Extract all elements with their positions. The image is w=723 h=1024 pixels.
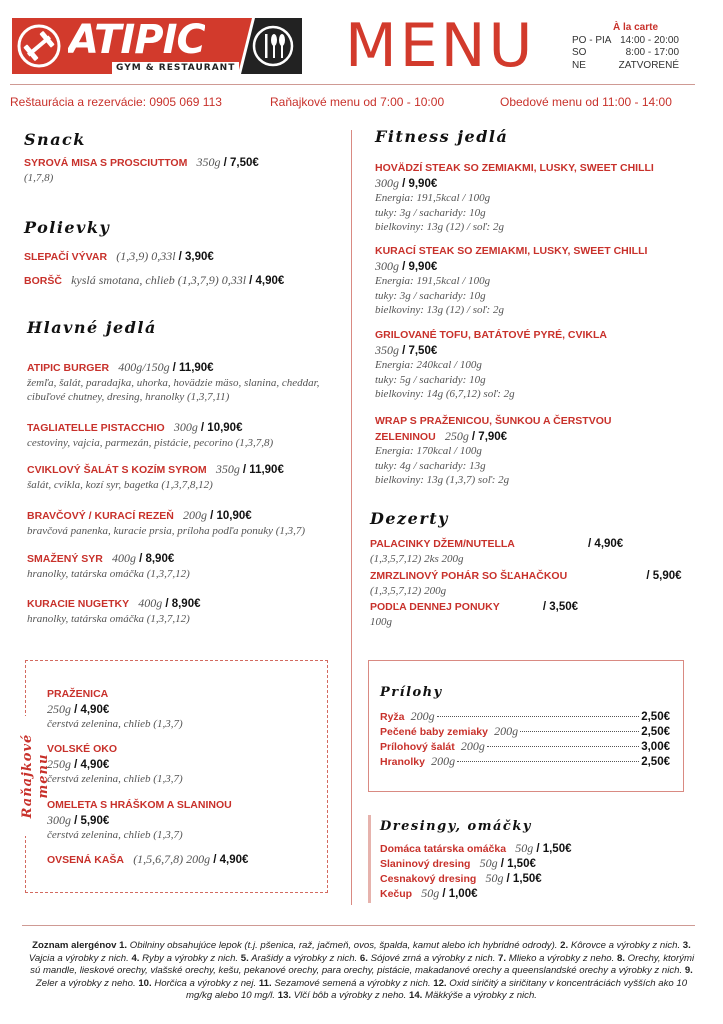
- item-weight: 50g: [479, 856, 498, 870]
- fitness-item: [375, 328, 607, 402]
- item-description: čerstvá zelenina, chlieb (1,3,7): [47, 829, 183, 841]
- item-weight: 250g: [444, 428, 469, 443]
- allergen-number: 8.: [616, 952, 625, 964]
- item-name: Prílohový šalát: [380, 741, 455, 753]
- mains-item: [27, 551, 190, 581]
- side-item: [380, 739, 670, 755]
- item-weight: kyslá smotana, chlieb (1,3,7,9) 0,33l: [71, 273, 247, 287]
- item-price: / 1,50€: [500, 858, 536, 870]
- item-weight: 300g: [375, 258, 399, 273]
- side-item: [380, 754, 670, 770]
- item-description: (1,3,5,7,12) 200g: [370, 584, 447, 597]
- side-item: [380, 709, 670, 725]
- desserts-item: [370, 569, 682, 598]
- allergen-text: Mlieko a výrobky z neho.: [508, 952, 615, 964]
- hours-day: PO - PIA: [572, 34, 612, 46]
- item-name: Pečené baby zemiaky: [380, 726, 488, 738]
- item-weight: 400g/150g: [118, 360, 170, 374]
- item-price: 3,00€: [641, 741, 670, 753]
- page-title: MENU: [345, 11, 536, 81]
- item-price: / 4,90€: [74, 703, 110, 716]
- allergen-text: Vajcia a výrobky z nich.: [28, 952, 129, 964]
- allergen-text: Oxid siričitý a siričitany v koncentráciách vyšších ako 10 mg/kg alebo 10 mg/l.: [186, 977, 688, 1001]
- item-description: Energia: 240kcal / 100g: [375, 359, 482, 371]
- side-item: [380, 724, 670, 740]
- opening-hours: [572, 22, 679, 72]
- breakfast-label: Raňajkové menu: [20, 716, 36, 836]
- mains-item: [27, 462, 284, 492]
- mains-item: [27, 360, 319, 405]
- item-weight: 300g: [375, 175, 399, 190]
- item-weight: 50g: [515, 841, 534, 855]
- item-price: / 4,90€: [213, 854, 249, 866]
- hours-time: ZATVORENÉ: [618, 59, 679, 71]
- breakfast-item: [47, 798, 232, 843]
- item-description: tuky: 5g / sacharidy: 10g: [375, 373, 486, 386]
- mains-item: [27, 420, 273, 450]
- allergen-number: 5.: [240, 952, 249, 964]
- allergen-number: 13.: [277, 990, 292, 1001]
- item-name: Ryža: [380, 711, 405, 723]
- item-name: KURACÍ STEAK SO ZEMIAKMI, LUSKY, SWEET CHILLI: [375, 245, 648, 257]
- allergen-text: Obilniny obsahujúce lepok (t.j. pšenica, raž, jačmeň, ovos, špalda, kamut alebo ich hybridné odrody).: [129, 940, 558, 951]
- item-price: 2,50€: [641, 726, 670, 738]
- item-weight: 350g: [215, 462, 240, 476]
- soups-item: [24, 249, 214, 265]
- item-price: / 3,90€: [178, 251, 214, 263]
- item-price: / 4,90€: [74, 758, 110, 771]
- item-description: bielkoviny: 13g (12) / soľ: 2g: [375, 221, 504, 233]
- desserts-item: [370, 600, 578, 629]
- item-name: HOVÄDZÍ STEAK SO ZEMIAKMI, LUSKY, SWEET CHILLI: [375, 162, 654, 174]
- allergen-text: Zeler a výrobky z neho.: [35, 977, 136, 989]
- item-description: bielkoviny: 13g (12) / soľ: 2g: [375, 304, 504, 316]
- item-price: / 3,50€: [542, 601, 579, 613]
- item-description: žemľa, šalát, paradajka, uhorka, hovädzie mäso, slanina, cheddar,: [27, 376, 320, 389]
- item-weight: 250g: [47, 701, 71, 716]
- allergen-text: Arašidy a výrobky z nich.: [251, 952, 358, 964]
- item-price: / 8,90€: [139, 553, 175, 565]
- item-description: hranolky, tatárska omáčka (1,3,7,12): [27, 567, 190, 580]
- item-price: / 7,90€: [471, 430, 508, 443]
- item-description: Energia: 191,5kcal / 100g: [375, 275, 491, 287]
- heading-mains: Hlavné jedlá: [27, 318, 157, 337]
- logo: [12, 18, 302, 74]
- fitness-item: [375, 244, 647, 318]
- item-price: / 1,50€: [536, 843, 572, 855]
- allergen-text: Kôrovce a výrobky z nich.: [570, 940, 681, 951]
- item-name: CVIKLOVÝ ŠALÁT S KOZÍM SYROM: [27, 464, 207, 476]
- item-weight: 250g: [47, 756, 71, 771]
- item-price: / 4,90€: [588, 538, 624, 550]
- desserts-item: [370, 537, 623, 566]
- item-weight: 300g: [173, 420, 198, 434]
- item-name: OVSENÁ KAŠA: [47, 854, 125, 866]
- item-name: SLEPAČÍ VÝVAR: [24, 251, 108, 263]
- hours-day: NE: [572, 59, 586, 71]
- allergen-text: Sezamové semená a výrobky z nich.: [274, 977, 431, 989]
- breakfast-item: [47, 687, 183, 732]
- item-description: cibuľové chutney, dresing, hranolky (1,3,7,11): [27, 391, 230, 403]
- heading-soups: Polievky: [24, 218, 111, 237]
- heading-sides: Prílohy: [380, 685, 443, 700]
- allergen-number: 9.: [684, 965, 693, 976]
- hours-title: À la carte: [612, 22, 659, 33]
- mains-item: [27, 596, 201, 626]
- hours-day: SO: [572, 47, 587, 58]
- heading-dressings: Dresingy, omáčky: [380, 819, 532, 834]
- item-name: GRILOVANÉ TOFU, BATÁTOVÉ PYRÉ, CVIKLA: [375, 329, 607, 341]
- item-name: Slaninový dresing: [380, 858, 471, 870]
- item-price: / 11,90€: [172, 362, 214, 374]
- item-description: Energia: 170kcal / 100g: [375, 445, 482, 457]
- hours-time: 14:00 - 20:00: [620, 34, 679, 46]
- item-price: 2,50€: [641, 711, 670, 723]
- dot-leader: [520, 731, 639, 732]
- item-description: tuky: 4g / sacharidy: 13g: [375, 459, 486, 472]
- item-description: šalát, cvikla, kozí syr, bagetka (1,3,7,8,12): [27, 478, 213, 491]
- item-price: / 1,50€: [506, 873, 542, 885]
- item-name: VOLSKÉ OKO: [47, 743, 118, 755]
- hours-row: [572, 47, 679, 60]
- breakfast-item: [47, 852, 248, 868]
- dot-leader: [437, 716, 640, 717]
- allergen-title: Zoznam alergénov: [32, 940, 117, 951]
- item-name: OMELETA S HRÁŠKOM A SLANINOU: [47, 799, 232, 811]
- allergen-text: Vlčí bôb a výrobky z neho.: [293, 990, 407, 1001]
- divider: [22, 925, 695, 926]
- allergen-list: [28, 940, 695, 1003]
- item-description: tuky: 3g / sacharidy: 10g: [375, 289, 486, 302]
- divider: [10, 84, 695, 85]
- item-price: / 5,90€: [74, 814, 110, 827]
- item-description: čerstvá zelenina, chlieb (1,3,7): [47, 718, 183, 730]
- allergen-number: 3.: [682, 940, 691, 951]
- item-description: (1,3,5,7,12) 2ks 200g: [370, 552, 464, 565]
- item-name: PRAŽENICA: [47, 688, 109, 700]
- item-price: / 7,50€: [223, 157, 259, 169]
- allergen-number: 12.: [433, 977, 447, 989]
- item-description: cestoviny, vajcia, parmezán, pistácie, pecorino (1,3,7,8): [27, 436, 274, 449]
- item-name: PODĽA DENNEJ PONUKY: [370, 601, 500, 613]
- mains-item: [27, 508, 305, 538]
- item-weight: 400g: [138, 596, 163, 610]
- item-price: / 9,90€: [402, 177, 438, 190]
- item-price: / 10,90€: [210, 510, 252, 522]
- breakfast-hours: Raňajkové menu od 7:00 - 10:00: [270, 95, 445, 109]
- heading-fitness: Fitness jedlá: [375, 127, 509, 146]
- item-description: Energia: 191,5kcal / 100g: [375, 192, 491, 204]
- reservation-info: Reštaurácia a rezervácie: 0905 069 113: [10, 95, 222, 109]
- item-name: BORŠČ: [24, 275, 62, 287]
- item-description: hranolky, tatárska omáčka (1,3,7,12): [27, 612, 190, 625]
- hours-row: [572, 60, 679, 73]
- item-weight: 350g: [375, 342, 399, 357]
- allergen-number: 6.: [359, 952, 368, 964]
- dressing-item: [380, 841, 571, 857]
- allergen-text: Horčica a výrobky z nej.: [154, 977, 257, 989]
- item-description: tuky: 3g / sacharidy: 10g: [375, 206, 486, 219]
- allergen-items: [29, 940, 694, 1001]
- item-name: SMAŽENÝ SYR: [27, 553, 103, 565]
- snack-item: [24, 155, 259, 185]
- item-weight: 200g: [494, 724, 519, 738]
- fitness-item: [375, 414, 675, 488]
- item-name: Domáca tatárska omáčka: [380, 843, 507, 855]
- fitness-item: [375, 161, 654, 235]
- allergen-text: Sójové zrná a výrobky z nich.: [370, 952, 496, 964]
- item-weight: (1,5,6,7,8) 200g: [133, 852, 211, 866]
- item-weight: 400g: [112, 551, 137, 565]
- item-price: 2,50€: [641, 756, 670, 768]
- item-name: PALACINKY DŽEM/NUTELLA: [370, 538, 515, 550]
- item-price: / 10,90€: [200, 422, 243, 434]
- soups-item: [24, 273, 284, 289]
- item-name: Kečup: [380, 888, 413, 900]
- item-description: (1,7,8): [24, 171, 54, 184]
- allergen-number: 1.: [119, 940, 128, 951]
- allergen-number: 7.: [498, 952, 507, 964]
- allergen-number: 11.: [258, 977, 272, 989]
- item-weight: 50g: [421, 886, 440, 900]
- lunch-hours: Obedové menu od 11:00 - 14:00: [500, 95, 672, 109]
- item-price: / 9,90€: [402, 260, 438, 273]
- dot-leader: [487, 746, 639, 747]
- hours-rows: [572, 35, 679, 73]
- item-description: čerstvá zelenina, chlieb (1,3,7): [47, 773, 183, 785]
- item-weight: (1,3,9) 0,33l: [116, 249, 176, 263]
- item-price: / 8,90€: [165, 598, 201, 610]
- logo-wordmark: ATIPIC: [68, 18, 205, 62]
- allergen-number: 4.: [131, 952, 140, 964]
- item-name: ZMRZLINOVÝ POHÁR SO ŠĽAHAČKOU: [370, 570, 568, 582]
- allergen-number: 10.: [138, 977, 152, 989]
- allergen-text: Mäkkýše a výrobky z nich.: [425, 990, 537, 1001]
- item-weight: 50g: [485, 871, 504, 885]
- item-name: TAGLIATELLE PISTACCHIO: [27, 422, 165, 434]
- allergen-text: Orechy, ktorými sú mandle, lieskové orechy, vlašské orechy, kešu, pekanové orechy, para orechy, pistácie, makadanové orechy a queenslandské orechy a výrobky z nich.: [30, 952, 695, 976]
- item-name: Hranolky: [380, 756, 425, 768]
- allergen-number: 14.: [408, 990, 423, 1001]
- hours-row: [572, 35, 679, 48]
- item-name: Cesnakový dresing: [380, 873, 477, 885]
- item-name: BRAVČOVÝ / KURACÍ REZEŇ: [27, 510, 174, 522]
- dot-leader: [457, 761, 639, 762]
- dressing-item: [380, 871, 542, 887]
- dressings-bar: [368, 815, 371, 903]
- item-description: bielkoviny: 14g (6,7,12) soľ: 2g: [375, 388, 515, 400]
- item-description: bravčová panenka, kuracie prsia, príloha podľa ponuky (1,3,7): [27, 524, 306, 537]
- item-price: / 7,50€: [402, 344, 438, 357]
- item-price: / 11,90€: [242, 464, 284, 476]
- breakfast-item: [47, 742, 183, 787]
- item-price: / 5,90€: [646, 570, 682, 582]
- allergen-text: Ryby a výrobky z nich.: [142, 952, 239, 964]
- item-weight: 200g: [431, 754, 456, 768]
- item-name: ATIPIC BURGER: [27, 362, 110, 374]
- item-name: SYROVÁ MISA S PROSCIUTTOM: [24, 157, 188, 169]
- item-price: / 1,00€: [442, 888, 478, 900]
- heading-snack: Snack: [24, 130, 86, 149]
- item-price: / 4,90€: [249, 275, 285, 287]
- item-description: 100g: [370, 615, 392, 628]
- dressing-item: [380, 886, 478, 902]
- item-description: bielkoviny: 13g (1,3,7) soľ: 2g: [375, 474, 510, 486]
- item-weight: 200g: [183, 508, 207, 522]
- item-weight: 300g: [47, 812, 71, 827]
- item-name: WRAP S PRAŽENICOU, ŠUNKOU A ČERSTVOU ZELENINOU: [375, 415, 612, 443]
- column-divider: [351, 130, 352, 905]
- allergen-number: 2.: [560, 940, 569, 951]
- item-weight: 200g: [460, 739, 485, 753]
- item-weight: 200g: [410, 709, 435, 723]
- heading-desserts: Dezerty: [370, 509, 449, 528]
- item-weight: 350g: [196, 155, 221, 169]
- logo-tagline: GYM & RESTAURANT: [112, 62, 239, 74]
- hours-time: 8:00 - 17:00: [625, 47, 679, 58]
- item-name: KURACIE NUGETKY: [27, 598, 130, 610]
- dressing-item: [380, 856, 536, 872]
